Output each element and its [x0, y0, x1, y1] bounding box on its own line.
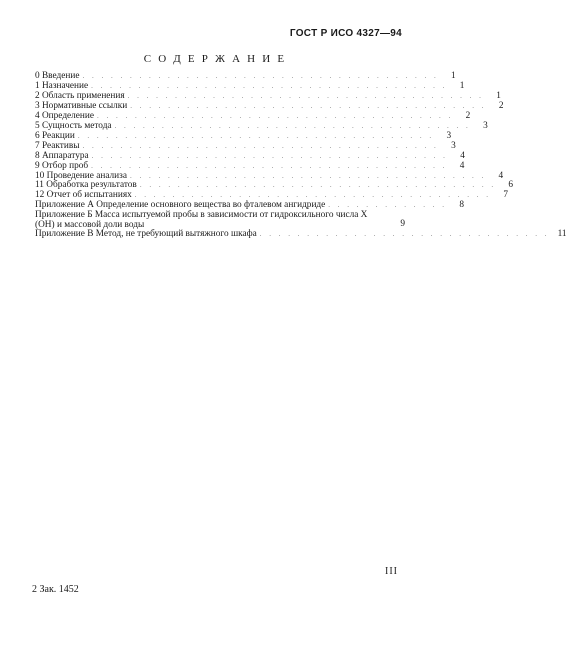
toc-entry: 2 Область применения . . . . . . . . . . . . . . . . . . . . . . . . . . . . . . . . . . . . . . 1 — [35, 90, 501, 101]
toc-label: Приложение А Определение основного вещества во фталевом ангидриде — [35, 200, 326, 211]
toc-page: 1 — [459, 80, 465, 91]
toc-page: 9 — [400, 219, 405, 230]
toc-label: 10 Проведение анализа — [35, 170, 127, 181]
toc-label: 12 Отчет об испытаниях — [35, 190, 132, 201]
toc-entry: 9 Отбор проб . . . . . . . . . . . . . . . . . . . . . . . . . . . . . . . . . . . . . . 4 — [35, 160, 465, 171]
toc-page: 2 — [498, 100, 504, 111]
toc-page: 6 — [508, 180, 514, 191]
toc-page: 3 — [446, 130, 452, 141]
page-title: С О Д Е Р Ж А Н И Е — [143, 53, 287, 65]
toc-entry: Приложение А Определение основного вещества во фталевом ангидриде . . . . . . . . . . . . . 8 — [35, 200, 465, 211]
toc-page: 4 — [459, 160, 465, 171]
toc-entry: Приложение В Метод, не требующий вытяжного шкафа . . . . . . . . . . . . . . . . . . . . . . . . . . . . . . . 11 — [35, 229, 567, 240]
toc-entry: 7 Реактивы . . . . . . . . . . . . . . . . . . . . . . . . . . . . . . . . . . . . . . 3 — [35, 140, 456, 151]
toc-label: Приложение В Метод, не требующий вытяжного шкафа — [35, 229, 257, 240]
toc-label: 11 Обработка результатов — [35, 180, 137, 191]
toc-page: 3 — [451, 140, 456, 151]
toc-label: 6 Реакции — [35, 130, 75, 141]
toc-page: 4 — [460, 150, 465, 161]
toc-page: 4 — [498, 170, 504, 181]
toc-label: 4 Определение — [35, 110, 95, 121]
page-number: III — [385, 566, 398, 577]
toc-label: 8 Аппаратура — [35, 150, 89, 161]
toc-entry: 6 Реакции . . . . . . . . . . . . . . . . . . . . . . . . . . . . . . . . . . . . . . 3 — [35, 130, 452, 141]
toc-label: 0 Введение — [35, 71, 80, 81]
toc-entry: 8 Аппаратура . . . . . . . . . . . . . . . . . . . . . . . . . . . . . . . . . . . . . . 4 — [35, 150, 465, 161]
toc-label: 9 Отбор проб — [35, 160, 89, 171]
toc-page: 1 — [451, 71, 456, 81]
toc-entry: 0 Введение . . . . . . . . . . . . . . . . . . . . . . . . . . . . . . . . . . . . . . 1 — [35, 71, 456, 81]
toc-entry: 4 Определение . . . . . . . . . . . . . . . . . . . . . . . . . . . . . . . . . . . . . . 2 — [35, 110, 471, 121]
toc-entry: 11 Обработка результатов . . . . . . . . . . . . . . . . . . . . . . . . . . . . . . . . . . . . . . 6 — [35, 180, 514, 191]
toc-page: 3 — [483, 120, 488, 131]
standard-header: ГОСТ Р ИСО 4327—94 — [289, 28, 402, 39]
table-of-contents — [35, 71, 567, 240]
toc-entry: 10 Проведение анализа . . . . . . . . . . . . . . . . . . . . . . . . . . . . . . . . . . . . . . 4 — [35, 170, 504, 181]
toc-page: 1 — [496, 90, 501, 101]
order-number: 2 Зак. 1452 — [32, 584, 79, 595]
toc-label: 7 Реактивы — [35, 140, 80, 151]
toc-label: 3 Нормативные ссылки — [35, 100, 128, 111]
toc-entry: 12 Отчет об испытаниях . . . . . . . . . . . . . . . . . . . . . . . . . . . . . . . . . . . . . . 7 — [35, 190, 509, 201]
toc-label: Приложение Б Масса испытуемой пробы в зависимости от гидроксильного числа X (OH) и массовой доли воды — [35, 210, 368, 230]
toc-label: 1 Назначение — [35, 80, 89, 91]
toc-page: 8 — [459, 200, 465, 211]
toc-page: 11 — [557, 229, 567, 240]
toc-entry: 5 Сущность метода . . . . . . . . . . . . . . . . . . . . . . . . . . . . . . . . . . . . . . 3 — [35, 120, 488, 131]
toc-page: 7 — [503, 190, 509, 201]
toc-entry — [35, 211, 405, 230]
toc-page: 2 — [465, 110, 471, 121]
toc-entry: 1 Назначение . . . . . . . . . . . . . . . . . . . . . . . . . . . . . . . . . . . . . . 1 — [35, 80, 465, 91]
toc-label: 5 Сущность метода — [35, 120, 112, 131]
toc-entry: 3 Нормативные ссылки . . . . . . . . . . . . . . . . . . . . . . . . . . . . . . . . . . . . . . 2 — [35, 100, 504, 111]
toc-label: 2 Область применения — [35, 90, 125, 101]
